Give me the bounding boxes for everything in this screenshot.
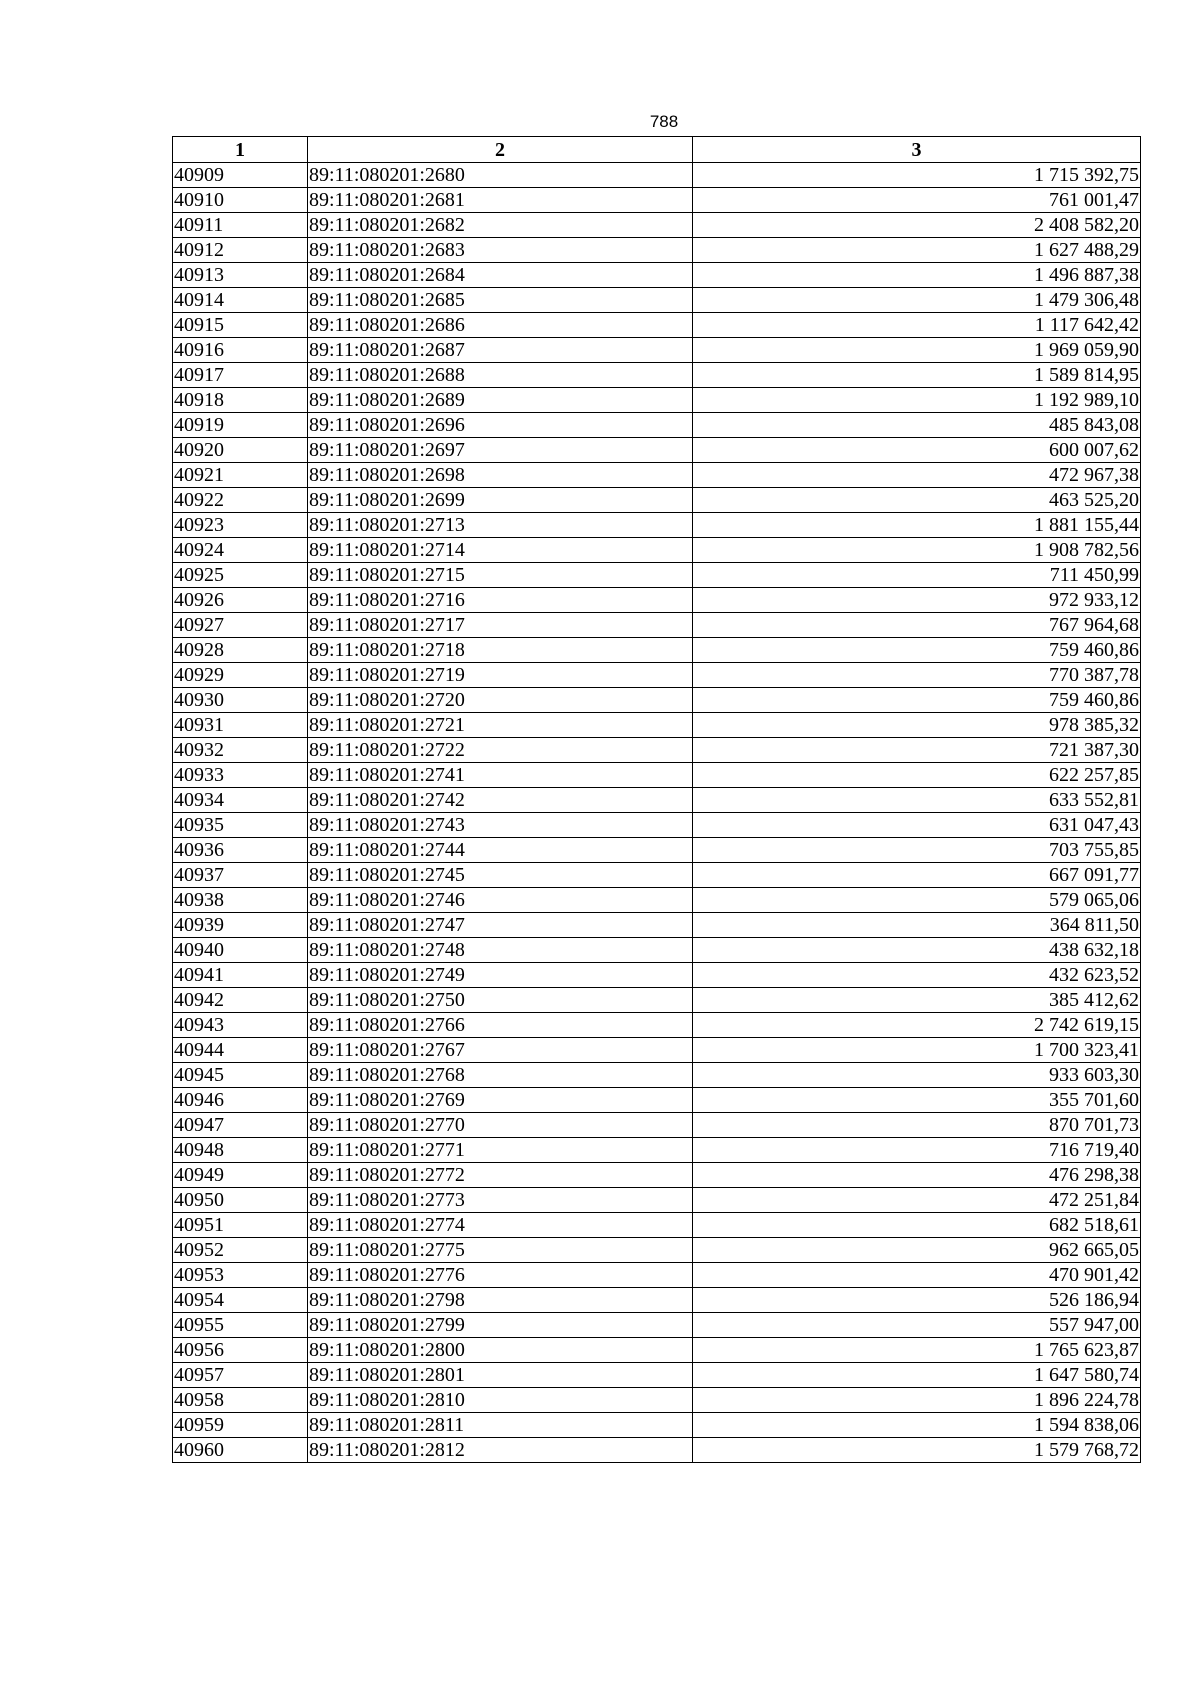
cadastral-number-cell: 89:11:080201:2800 [308, 1338, 693, 1363]
cadastral-number-cell: 89:11:080201:2750 [308, 988, 693, 1013]
cadastral-number-cell: 89:11:080201:2766 [308, 1013, 693, 1038]
row-number-cell: 40946 [173, 1088, 308, 1113]
cadastral-number-cell: 89:11:080201:2715 [308, 563, 693, 588]
value-cell: 622 257,85 [693, 763, 1141, 788]
cadastral-number-cell: 89:11:080201:2812 [308, 1438, 693, 1463]
table-row [173, 563, 1141, 588]
cadastral-number-cell: 89:11:080201:2772 [308, 1163, 693, 1188]
value-cell: 711 450,99 [693, 563, 1141, 588]
table-body [173, 163, 1141, 1463]
value-cell: 385 412,62 [693, 988, 1141, 1013]
cadastral-number-cell: 89:11:080201:2683 [308, 238, 693, 263]
cadastral-number-cell: 89:11:080201:2801 [308, 1363, 693, 1388]
cadastral-number-cell: 89:11:080201:2714 [308, 538, 693, 563]
row-number-cell: 40941 [173, 963, 308, 988]
value-cell: 557 947,00 [693, 1313, 1141, 1338]
cadastral-number-cell: 89:11:080201:2799 [308, 1313, 693, 1338]
value-cell: 770 387,78 [693, 663, 1141, 688]
cadastral-number-cell: 89:11:080201:2742 [308, 788, 693, 813]
table-row [173, 738, 1141, 763]
table-row [173, 1088, 1141, 1113]
value-cell: 463 525,20 [693, 488, 1141, 513]
row-number-cell: 40960 [173, 1438, 308, 1463]
value-cell: 759 460,86 [693, 638, 1141, 663]
row-number-cell: 40915 [173, 313, 308, 338]
value-cell: 364 811,50 [693, 913, 1141, 938]
table-row [173, 963, 1141, 988]
value-cell: 870 701,73 [693, 1113, 1141, 1138]
table-row [173, 213, 1141, 238]
cadastral-number-cell: 89:11:080201:2769 [308, 1088, 693, 1113]
cadastral-number-cell: 89:11:080201:2688 [308, 363, 693, 388]
value-cell: 472 967,38 [693, 463, 1141, 488]
cadastral-number-cell: 89:11:080201:2680 [308, 163, 693, 188]
value-cell: 432 623,52 [693, 963, 1141, 988]
table-row [173, 313, 1141, 338]
row-number-cell: 40942 [173, 988, 308, 1013]
table-row [173, 413, 1141, 438]
value-cell: 1 700 323,41 [693, 1038, 1141, 1063]
cadastral-number-cell: 89:11:080201:2689 [308, 388, 693, 413]
cadastral-number-cell: 89:11:080201:2685 [308, 288, 693, 313]
table-row [173, 463, 1141, 488]
row-number-cell: 40936 [173, 838, 308, 863]
table-row [173, 338, 1141, 363]
row-number-cell: 40919 [173, 413, 308, 438]
table-row [173, 288, 1141, 313]
table-row [173, 713, 1141, 738]
value-cell: 1 496 887,38 [693, 263, 1141, 288]
row-number-cell: 40912 [173, 238, 308, 263]
table-row [173, 388, 1141, 413]
row-number-cell: 40943 [173, 1013, 308, 1038]
row-number-cell: 40923 [173, 513, 308, 538]
table-row [173, 363, 1141, 388]
cadastral-number-cell: 89:11:080201:2744 [308, 838, 693, 863]
row-number-cell: 40954 [173, 1288, 308, 1313]
row-number-cell: 40927 [173, 613, 308, 638]
row-number-cell: 40940 [173, 938, 308, 963]
cadastral-number-cell: 89:11:080201:2771 [308, 1138, 693, 1163]
row-number-cell: 40913 [173, 263, 308, 288]
cadastral-number-cell: 89:11:080201:2741 [308, 763, 693, 788]
header-row [173, 137, 1141, 163]
cadastral-number-cell: 89:11:080201:2774 [308, 1213, 693, 1238]
value-cell: 1 908 782,56 [693, 538, 1141, 563]
table-row [173, 613, 1141, 638]
row-number-cell: 40947 [173, 1113, 308, 1138]
value-cell: 476 298,38 [693, 1163, 1141, 1188]
cadastral-number-cell: 89:11:080201:2686 [308, 313, 693, 338]
cadastral-number-cell: 89:11:080201:2747 [308, 913, 693, 938]
value-cell: 633 552,81 [693, 788, 1141, 813]
row-number-cell: 40926 [173, 588, 308, 613]
value-cell: 759 460,86 [693, 688, 1141, 713]
row-number-cell: 40910 [173, 188, 308, 213]
row-number-cell: 40934 [173, 788, 308, 813]
column-header-1: 1 [173, 137, 308, 163]
value-cell: 962 665,05 [693, 1238, 1141, 1263]
cadastral-number-cell: 89:11:080201:2713 [308, 513, 693, 538]
cadastral-number-cell: 89:11:080201:2682 [308, 213, 693, 238]
table-row [173, 513, 1141, 538]
cadastral-number-cell: 89:11:080201:2687 [308, 338, 693, 363]
cadastral-number-cell: 89:11:080201:2716 [308, 588, 693, 613]
table-row [173, 263, 1141, 288]
value-cell: 703 755,85 [693, 838, 1141, 863]
table-row [173, 813, 1141, 838]
row-number-cell: 40951 [173, 1213, 308, 1238]
row-number-cell: 40922 [173, 488, 308, 513]
table-row [173, 1013, 1141, 1038]
cadastral-number-cell: 89:11:080201:2745 [308, 863, 693, 888]
cadastral-number-cell: 89:11:080201:2770 [308, 1113, 693, 1138]
cadastral-number-cell: 89:11:080201:2699 [308, 488, 693, 513]
row-number-cell: 40939 [173, 913, 308, 938]
value-cell: 978 385,32 [693, 713, 1141, 738]
data-table [172, 136, 1141, 1463]
table-row [173, 1063, 1141, 1088]
column-header-2: 2 [308, 137, 693, 163]
value-cell: 1 479 306,48 [693, 288, 1141, 313]
row-number-cell: 40920 [173, 438, 308, 463]
cadastral-number-cell: 89:11:080201:2722 [308, 738, 693, 763]
value-cell: 933 603,30 [693, 1063, 1141, 1088]
value-cell: 2 408 582,20 [693, 213, 1141, 238]
row-number-cell: 40917 [173, 363, 308, 388]
table-row [173, 913, 1141, 938]
table-row [173, 1338, 1141, 1363]
row-number-cell: 40933 [173, 763, 308, 788]
cadastral-number-cell: 89:11:080201:2811 [308, 1413, 693, 1438]
value-cell: 472 251,84 [693, 1188, 1141, 1213]
value-cell: 1 969 059,90 [693, 338, 1141, 363]
cadastral-number-cell: 89:11:080201:2767 [308, 1038, 693, 1063]
value-cell: 355 701,60 [693, 1088, 1141, 1113]
value-cell: 1 192 989,10 [693, 388, 1141, 413]
table-row [173, 588, 1141, 613]
table-row [173, 888, 1141, 913]
row-number-cell: 40950 [173, 1188, 308, 1213]
row-number-cell: 40909 [173, 163, 308, 188]
row-number-cell: 40956 [173, 1338, 308, 1363]
row-number-cell: 40928 [173, 638, 308, 663]
table-row [173, 238, 1141, 263]
table-row [173, 788, 1141, 813]
table-row [173, 1113, 1141, 1138]
table-row [173, 538, 1141, 563]
table-row [173, 1288, 1141, 1313]
table-row [173, 688, 1141, 713]
value-cell: 767 964,68 [693, 613, 1141, 638]
table-row [173, 863, 1141, 888]
value-cell: 1 594 838,06 [693, 1413, 1141, 1438]
row-number-cell: 40916 [173, 338, 308, 363]
row-number-cell: 40944 [173, 1038, 308, 1063]
cadastral-number-cell: 89:11:080201:2746 [308, 888, 693, 913]
table-row [173, 1388, 1141, 1413]
table-header [173, 137, 1141, 163]
table-row [173, 638, 1141, 663]
table-row [173, 1438, 1141, 1463]
table-row [173, 1263, 1141, 1288]
row-number-cell: 40955 [173, 1313, 308, 1338]
cadastral-number-cell: 89:11:080201:2719 [308, 663, 693, 688]
value-cell: 1 579 768,72 [693, 1438, 1141, 1463]
cadastral-number-cell: 89:11:080201:2775 [308, 1238, 693, 1263]
row-number-cell: 40958 [173, 1388, 308, 1413]
value-cell: 1 715 392,75 [693, 163, 1141, 188]
table-row [173, 1163, 1141, 1188]
table-row [173, 488, 1141, 513]
row-number-cell: 40925 [173, 563, 308, 588]
row-number-cell: 40959 [173, 1413, 308, 1438]
value-cell: 1 647 580,74 [693, 1363, 1141, 1388]
table-row [173, 1238, 1141, 1263]
cadastral-number-cell: 89:11:080201:2798 [308, 1288, 693, 1313]
value-cell: 761 001,47 [693, 188, 1141, 213]
table-row [173, 988, 1141, 1013]
row-number-cell: 40948 [173, 1138, 308, 1163]
cadastral-number-cell: 89:11:080201:2717 [308, 613, 693, 638]
cadastral-number-cell: 89:11:080201:2681 [308, 188, 693, 213]
value-cell: 682 518,61 [693, 1213, 1141, 1238]
cadastral-number-cell: 89:11:080201:2776 [308, 1263, 693, 1288]
row-number-cell: 40921 [173, 463, 308, 488]
row-number-cell: 40914 [173, 288, 308, 313]
row-number-cell: 40937 [173, 863, 308, 888]
row-number-cell: 40949 [173, 1163, 308, 1188]
value-cell: 716 719,40 [693, 1138, 1141, 1163]
value-cell: 1 896 224,78 [693, 1388, 1141, 1413]
cadastral-number-cell: 89:11:080201:2696 [308, 413, 693, 438]
value-cell: 667 091,77 [693, 863, 1141, 888]
table-row [173, 438, 1141, 463]
value-cell: 972 933,12 [693, 588, 1141, 613]
cadastral-number-cell: 89:11:080201:2743 [308, 813, 693, 838]
row-number-cell: 40930 [173, 688, 308, 713]
value-cell: 1 881 155,44 [693, 513, 1141, 538]
cadastral-number-cell: 89:11:080201:2698 [308, 463, 693, 488]
value-cell: 485 843,08 [693, 413, 1141, 438]
table-row [173, 1188, 1141, 1213]
row-number-cell: 40957 [173, 1363, 308, 1388]
row-number-cell: 40938 [173, 888, 308, 913]
value-cell: 600 007,62 [693, 438, 1141, 463]
row-number-cell: 40952 [173, 1238, 308, 1263]
table-row [173, 1038, 1141, 1063]
table-row [173, 763, 1141, 788]
value-cell: 1 117 642,42 [693, 313, 1141, 338]
row-number-cell: 40924 [173, 538, 308, 563]
table-row [173, 838, 1141, 863]
table-row [173, 163, 1141, 188]
table-row [173, 188, 1141, 213]
row-number-cell: 40945 [173, 1063, 308, 1088]
table-row [173, 1213, 1141, 1238]
table-row [173, 1363, 1141, 1388]
table-row [173, 663, 1141, 688]
table-row [173, 1138, 1141, 1163]
value-cell: 1 627 488,29 [693, 238, 1141, 263]
page-number: 788 [649, 112, 679, 131]
value-cell: 1 765 623,87 [693, 1338, 1141, 1363]
cadastral-number-cell: 89:11:080201:2684 [308, 263, 693, 288]
value-cell: 470 901,42 [693, 1263, 1141, 1288]
cadastral-number-cell: 89:11:080201:2773 [308, 1188, 693, 1213]
value-cell: 2 742 619,15 [693, 1013, 1141, 1038]
row-number-cell: 40931 [173, 713, 308, 738]
row-number-cell: 40935 [173, 813, 308, 838]
cadastral-number-cell: 89:11:080201:2697 [308, 438, 693, 463]
cadastral-number-cell: 89:11:080201:2748 [308, 938, 693, 963]
row-number-cell: 40918 [173, 388, 308, 413]
table-row [173, 1313, 1141, 1338]
row-number-cell: 40911 [173, 213, 308, 238]
value-cell: 526 186,94 [693, 1288, 1141, 1313]
cadastral-number-cell: 89:11:080201:2749 [308, 963, 693, 988]
table-row [173, 1413, 1141, 1438]
value-cell: 438 632,18 [693, 938, 1141, 963]
cadastral-number-cell: 89:11:080201:2720 [308, 688, 693, 713]
value-cell: 1 589 814,95 [693, 363, 1141, 388]
value-cell: 721 387,30 [693, 738, 1141, 763]
value-cell: 631 047,43 [693, 813, 1141, 838]
cadastral-number-cell: 89:11:080201:2768 [308, 1063, 693, 1088]
row-number-cell: 40953 [173, 1263, 308, 1288]
column-header-3: 3 [693, 137, 1141, 163]
cadastral-number-cell: 89:11:080201:2721 [308, 713, 693, 738]
cadastral-number-cell: 89:11:080201:2718 [308, 638, 693, 663]
table-row [173, 938, 1141, 963]
row-number-cell: 40932 [173, 738, 308, 763]
row-number-cell: 40929 [173, 663, 308, 688]
cadastral-number-cell: 89:11:080201:2810 [308, 1388, 693, 1413]
value-cell: 579 065,06 [693, 888, 1141, 913]
